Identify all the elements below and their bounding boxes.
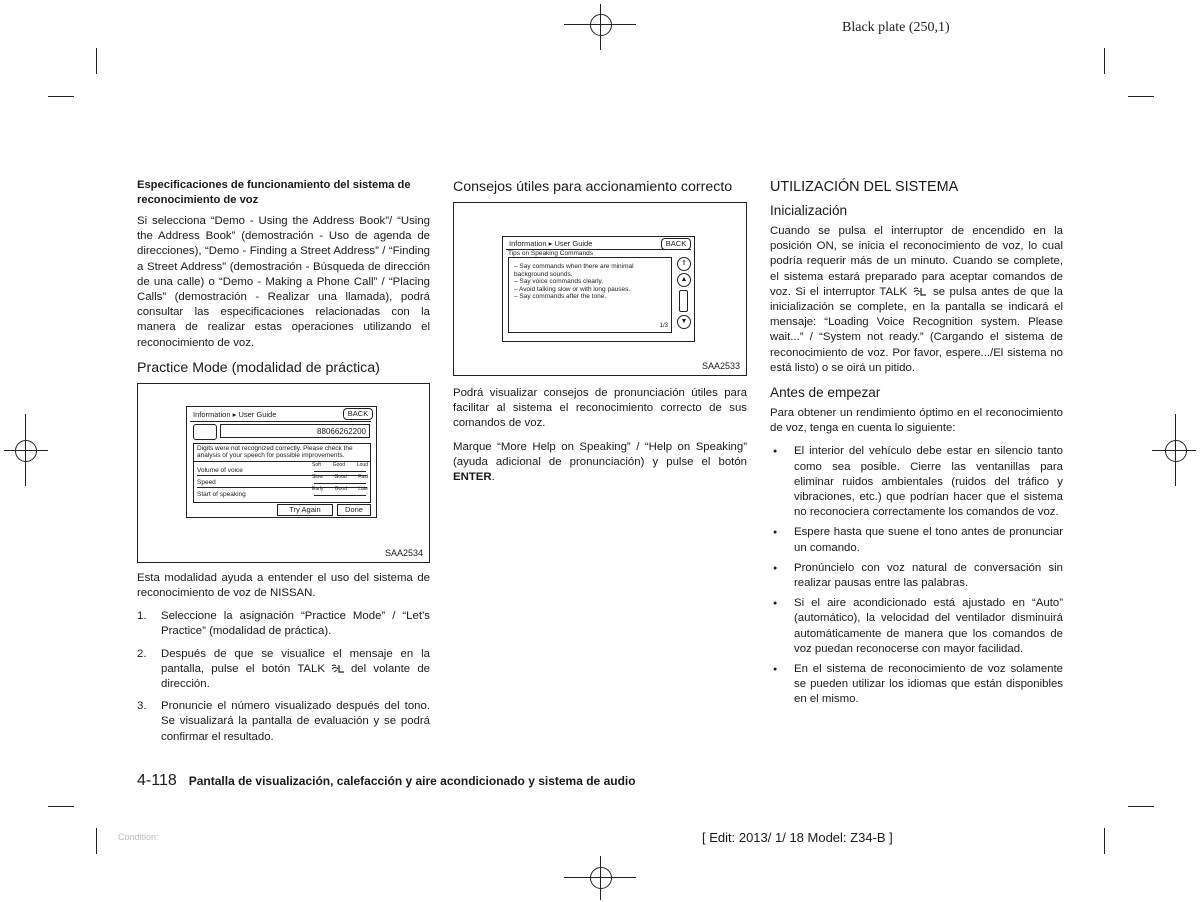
column-middle <box>453 178 747 493</box>
column-right <box>770 178 1063 713</box>
practice-heading: Practice Mode (modalidad de práctica) <box>137 359 380 376</box>
tips-list <box>514 263 664 301</box>
list-item: 3. Pronuncie el número visualizado después del tono. Se visualizará la pantalla de evaluación y se podrá confirmar el resultado. <box>137 700 430 743</box>
list-item: ● En el sistema de reconocimiento de voz solamente se pueden utilizar los idiomas que están disponibles en el mismo. <box>770 662 1063 708</box>
talk-icon <box>331 663 345 675</box>
tips-title: Tips on Speaking Commands <box>508 250 594 257</box>
back-label: BACK <box>347 408 369 418</box>
talk-icon <box>913 286 927 298</box>
scroll-down-icon[interactable]: ▼ <box>677 315 691 329</box>
before-heading: Antes de empezar <box>770 385 881 401</box>
row-label: Volume of voice <box>197 466 243 474</box>
list-item: 2. Después de que se visualice el mensaje en la pantalla, pulse el botón TALK del volante de dirección. <box>137 647 430 691</box>
scrollbar[interactable] <box>679 290 688 312</box>
scale-labels: Soft Good Loud <box>312 461 368 468</box>
tips-paragraph: Podrá visualizar consejos de pronunciación útiles para facilitar al sistema el reconocimiento correcto de sus comandos de voz. <box>453 387 747 430</box>
page-number: 4-118 <box>137 772 177 789</box>
practice-screen <box>186 406 377 518</box>
back-button[interactable] <box>343 408 373 420</box>
list-item: ● Espere hasta que suene el tono antes de pronunciar un comando. <box>770 525 1063 555</box>
page-footer <box>137 772 636 790</box>
list-item: – Say commands after the tone. <box>514 293 607 301</box>
practice-steps <box>137 609 430 745</box>
chapter-title: Pantalla de visualización, calefacción y aire acondicionado y sistema de audio <box>188 774 636 788</box>
analysis-panel <box>193 443 371 503</box>
enter-label: ENTER <box>453 471 492 484</box>
figure-code: SAA2533 <box>701 361 740 371</box>
scale-labels: Slow Good Fast <box>312 473 368 480</box>
list-item: – Avoid talking slow or with long pauses. <box>514 285 631 293</box>
breadcrumb: Information ▸ User Guide <box>193 409 277 419</box>
column-left <box>137 178 430 752</box>
practice-figure <box>137 383 430 563</box>
tips-panel <box>508 257 672 333</box>
spec-heading: Especificaciones de funcionamiento del sistema de reconocimiento de voz <box>137 179 411 206</box>
analysis-message: Digits were not recognized correctly. Please check the analysis of your speech for possible improvements. <box>197 444 353 460</box>
init-paragraph: Cuando se pulsa el interruptor de encendido en la posición ON, se inicia el reconocimiento de voz, lo cual podría requerir más de un minuto. Cuando se complete, el sistema estará preparado para aceptar comandos de voz. Si el interruptor TALK se pulsa antes de que la inicialización se complete, en la pantalla se indicará el mensaje: “Loading Voice Recognition system. Please wait...” / “System not ready.” (Cargando el sistema de reconocimiento de voz. Por favor, espere.../El sistema no está listo) o se oirá un pitido. <box>770 225 1063 374</box>
scale-track <box>314 495 366 496</box>
list-item: ● Pronúncielo con voz natural de conversación sin realizar pausas entre las palabras. <box>770 561 1063 591</box>
figure-code: SAA2534 <box>384 547 423 558</box>
help-paragraph: Marque “More Help on Speaking” / “Help on Speaking” (ayuda adicional de pronunciación) y pulse el botón ENTER. <box>453 440 747 484</box>
breadcrumb: Information ▸ User Guide <box>509 239 593 248</box>
scroll-top-icon[interactable]: ⇑ <box>677 257 691 271</box>
section-heading: UTILIZACIÓN DEL SISTEMA <box>770 179 959 195</box>
spec-paragraph: Si selecciona “Demo - Using the Address Book”/ “Using the Address Book” (demostración - Uso de agenda de direcciones), “Demo - Finding a Street Address” / “Finding a Street Address” (demostración - Búsqueda de dirección de una calle) o “Demo - Making a Phone Call” / “Placing Calls” (demostración - Realizar una llamada), podrá consultar las especificaciones relacionadas con la manera de realizar estas operaciones utilizando el reconocimiento de voz. <box>137 215 430 349</box>
init-heading: Inicialización <box>770 203 848 218</box>
number-field: 88066262200 <box>220 424 370 438</box>
back-label: BACK <box>665 239 687 248</box>
tips-figure <box>453 202 747 376</box>
scale-track <box>314 483 366 484</box>
scale-labels: Early Good Late <box>312 485 368 492</box>
tips-heading: Consejos útiles para accionamiento correcto <box>453 179 733 195</box>
before-bullets <box>770 444 1063 707</box>
tips-screen <box>502 236 695 342</box>
scale-track <box>314 471 366 472</box>
practice-intro: Esta modalidad ayuda a entender el uso del sistema de reconocimiento de voz de NISSAN. <box>137 571 430 600</box>
edit-info: [ Edit: 2013/ 1/ 18 Model: Z34-B ] <box>702 830 893 845</box>
row-label: Speed <box>197 478 216 486</box>
list-item: ● El interior del vehículo debe estar en silencio tanto como sea posible. Cierre las ventanillas para eliminar ruidos ambientales (ruidos del tráfico y vibraciones, etc.) que podrían hacer que el sistema no reconociera correctamente los comandos de voz. <box>770 444 1063 520</box>
number-icon <box>193 424 217 440</box>
row-label: Start of speaking <box>197 490 246 498</box>
scroll-up-icon[interactable]: ▲ <box>677 273 691 287</box>
list-item: ● Si el aire acondicionado está ajustado en “Auto” (automático), la velocidad del ventilador disminuirá automáticamente de manera que los comandos de voz puedan reconocerse con mayor facilidad. <box>770 596 1063 657</box>
before-intro: Para obtener un rendimiento óptimo en el reconocimiento de voz, tenga en cuenta lo siguiente: <box>770 407 1063 435</box>
page-indicator: 1/3 <box>659 323 668 329</box>
done-button[interactable]: Done <box>337 504 371 516</box>
list-item: – Say voice commands clearly. <box>514 278 604 286</box>
condition-label: Condition: <box>118 832 159 842</box>
try-again-button[interactable]: Try Again <box>277 504 333 516</box>
plate-label: Black plate (250,1) <box>842 20 950 35</box>
list-item: 1. Seleccione la asignación “Practice Mode” / “Let’s Practice” (modalidad de práctica). <box>137 610 430 638</box>
list-item: – Say commands when there are minimal background sounds. <box>514 263 634 278</box>
